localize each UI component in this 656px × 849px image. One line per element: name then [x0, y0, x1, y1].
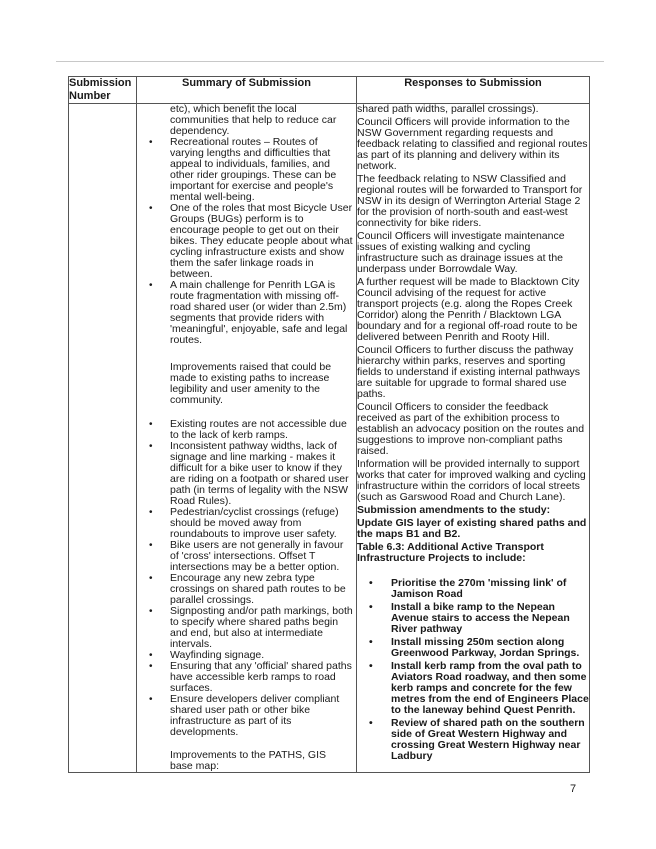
list-item: • Review of shared path on the southern side of Great Western Highway and crossing Great Western Highway near Ladbury	[357, 718, 589, 762]
table-6-3-title: Table 6.3: Additional Active Transport Infrastructure Projects to include:	[357, 541, 544, 564]
list-item: • Install kerb ramp from the oval path to Aviators Road roadway, and then some kerb ramps and concrete for the few metres from the end of Engineers Place to the laneway behind Quest Penrith.	[357, 661, 589, 716]
response-paragraph: Council Officers will provide information to the NSW Government regarding requests and feedback relating to classified and regional routes as part of its planning and delivery within its network.	[357, 116, 588, 172]
table-header-row	[69, 77, 590, 104]
summary-continuation: etc), which benefit the local communities that help to reduce car dependency.	[170, 103, 337, 137]
header-responses: Responses to Submission	[357, 77, 590, 104]
amendment-gis: Update GIS layer of existing shared paths and the maps B1 and B2.	[357, 517, 587, 540]
list-item: • Pedestrian/cyclist crossings (refuge) should be moved away from roundabouts to improve user safety.	[137, 507, 356, 540]
list-item: • Install a bike ramp to the Nepean Avenue stairs to access the Nepean River pathway	[357, 602, 589, 635]
response-paragraph: A further request will be made to Blacktown City Council advising of the request for active transport projects (e.g. along the Ropes Creek Corridor) along the Penrith / Blacktown LGA boundary and for a regional off-road route to be delivered between Penrith and Rooty Hill.	[357, 276, 580, 343]
response-paragraph: shared path widths, parallel crossings).	[357, 103, 539, 115]
list-item: • Ensure developers deliver compliant shared user path or other bike infrastructure as part of its developments.	[137, 694, 356, 738]
list-item: • A main challenge for Penrith LGA is route fragmentation with missing off-road shared user (or wider than 2.5m) segments that provide riders with 'meaningful', enjoyable, safe and legal routes.	[137, 280, 356, 346]
summary-list-b	[137, 419, 356, 738]
header-summary: Summary of Submission	[137, 77, 357, 104]
projects-list	[357, 578, 589, 762]
amendments-title: Submission amendments to the study:	[357, 504, 551, 516]
summary-cell	[137, 104, 357, 773]
response-paragraph: Council Officers to consider the feedback received as part of the exhibition process to establish an advocacy position on the routes and suggestions to improve non-compliant paths raised.	[357, 401, 585, 457]
submissions-table	[68, 76, 590, 773]
list-item: • One of the roles that most Bicycle User Groups (BUGs) perform is to encourage people to get out on their bikes. They educate people about what cycling infrastructure exists and show them the safer linkage roads in between.	[137, 203, 356, 280]
list-item: • Signposting and/or path markings, both to specify where shared paths begin and end, but also at intermediate intervals.	[137, 606, 356, 650]
list-item: • Existing routes are not accessible due to the lack of kerb ramps.	[137, 419, 356, 441]
response-paragraph: Council Officers will investigate maintenance issues of existing walking and cycling infrastructure such as drainage issues at the underpass under Borrowdale Way.	[357, 230, 565, 275]
submission-number-cell	[69, 104, 137, 773]
summary-list-a	[137, 137, 356, 346]
response-paragraph: Council Officers to further discuss the pathway hierarchy within parks, reserves and sporting fields to understand if existing internal pathways are suitable for upgrade to formal shared use paths.	[357, 344, 580, 400]
summary-improvements-paths: Improvements to the PATHS, GIS base map:	[170, 749, 326, 772]
list-item: • Encourage any new zebra type crossings on shared path routes to be parallel crossings.	[137, 573, 356, 606]
response-paragraph: Information will be provided internally to support works that cater for improved walking and cycling infrastructure within the corridors of local streets (such as Garswood Road and Church Lane).	[357, 458, 586, 503]
response-cell	[357, 104, 590, 773]
response-paragraph: The feedback relating to NSW Classified and regional routes will be forwarded to Transport for NSW in its design of Werrington Arterial Stage 2 for the provision of north-south and east-west connectivity for bike riders.	[357, 173, 583, 229]
table-row	[69, 104, 590, 773]
list-item: • Wayfinding signage.	[137, 650, 356, 661]
list-item: • Inconsistent pathway widths, lack of signage and line marking - makes it difficult for a bike user to know if they are riding on a footpath or shared user path (in terms of legality with the NSW Road Rules).	[137, 441, 356, 507]
list-item: • Prioritise the 270m 'missing link' of Jamison Road	[357, 578, 589, 600]
list-item: • Recreational routes – Routes of varying lengths and difficulties that appeal to individuals, families, and other rider groupings. These can be important for exercise and people's mental well-being.	[137, 137, 356, 203]
page-number: 7	[570, 783, 577, 795]
header-submission-number: Submission Number	[69, 77, 137, 104]
list-item: • Install missing 250m section along Greenwood Parkway, Jordan Springs.	[357, 637, 589, 659]
summary-improvements-existing: Improvements raised that could be made to existing paths to increase legibility and user amenity to the community.	[170, 361, 332, 406]
list-item: • Ensuring that any 'official' shared paths have accessible kerb ramps to road surfaces.	[137, 661, 356, 694]
list-item: • Bike users are not generally in favour of 'cross' intersections. Offset T intersections may be a better option.	[137, 540, 356, 573]
header-rule	[56, 61, 604, 62]
